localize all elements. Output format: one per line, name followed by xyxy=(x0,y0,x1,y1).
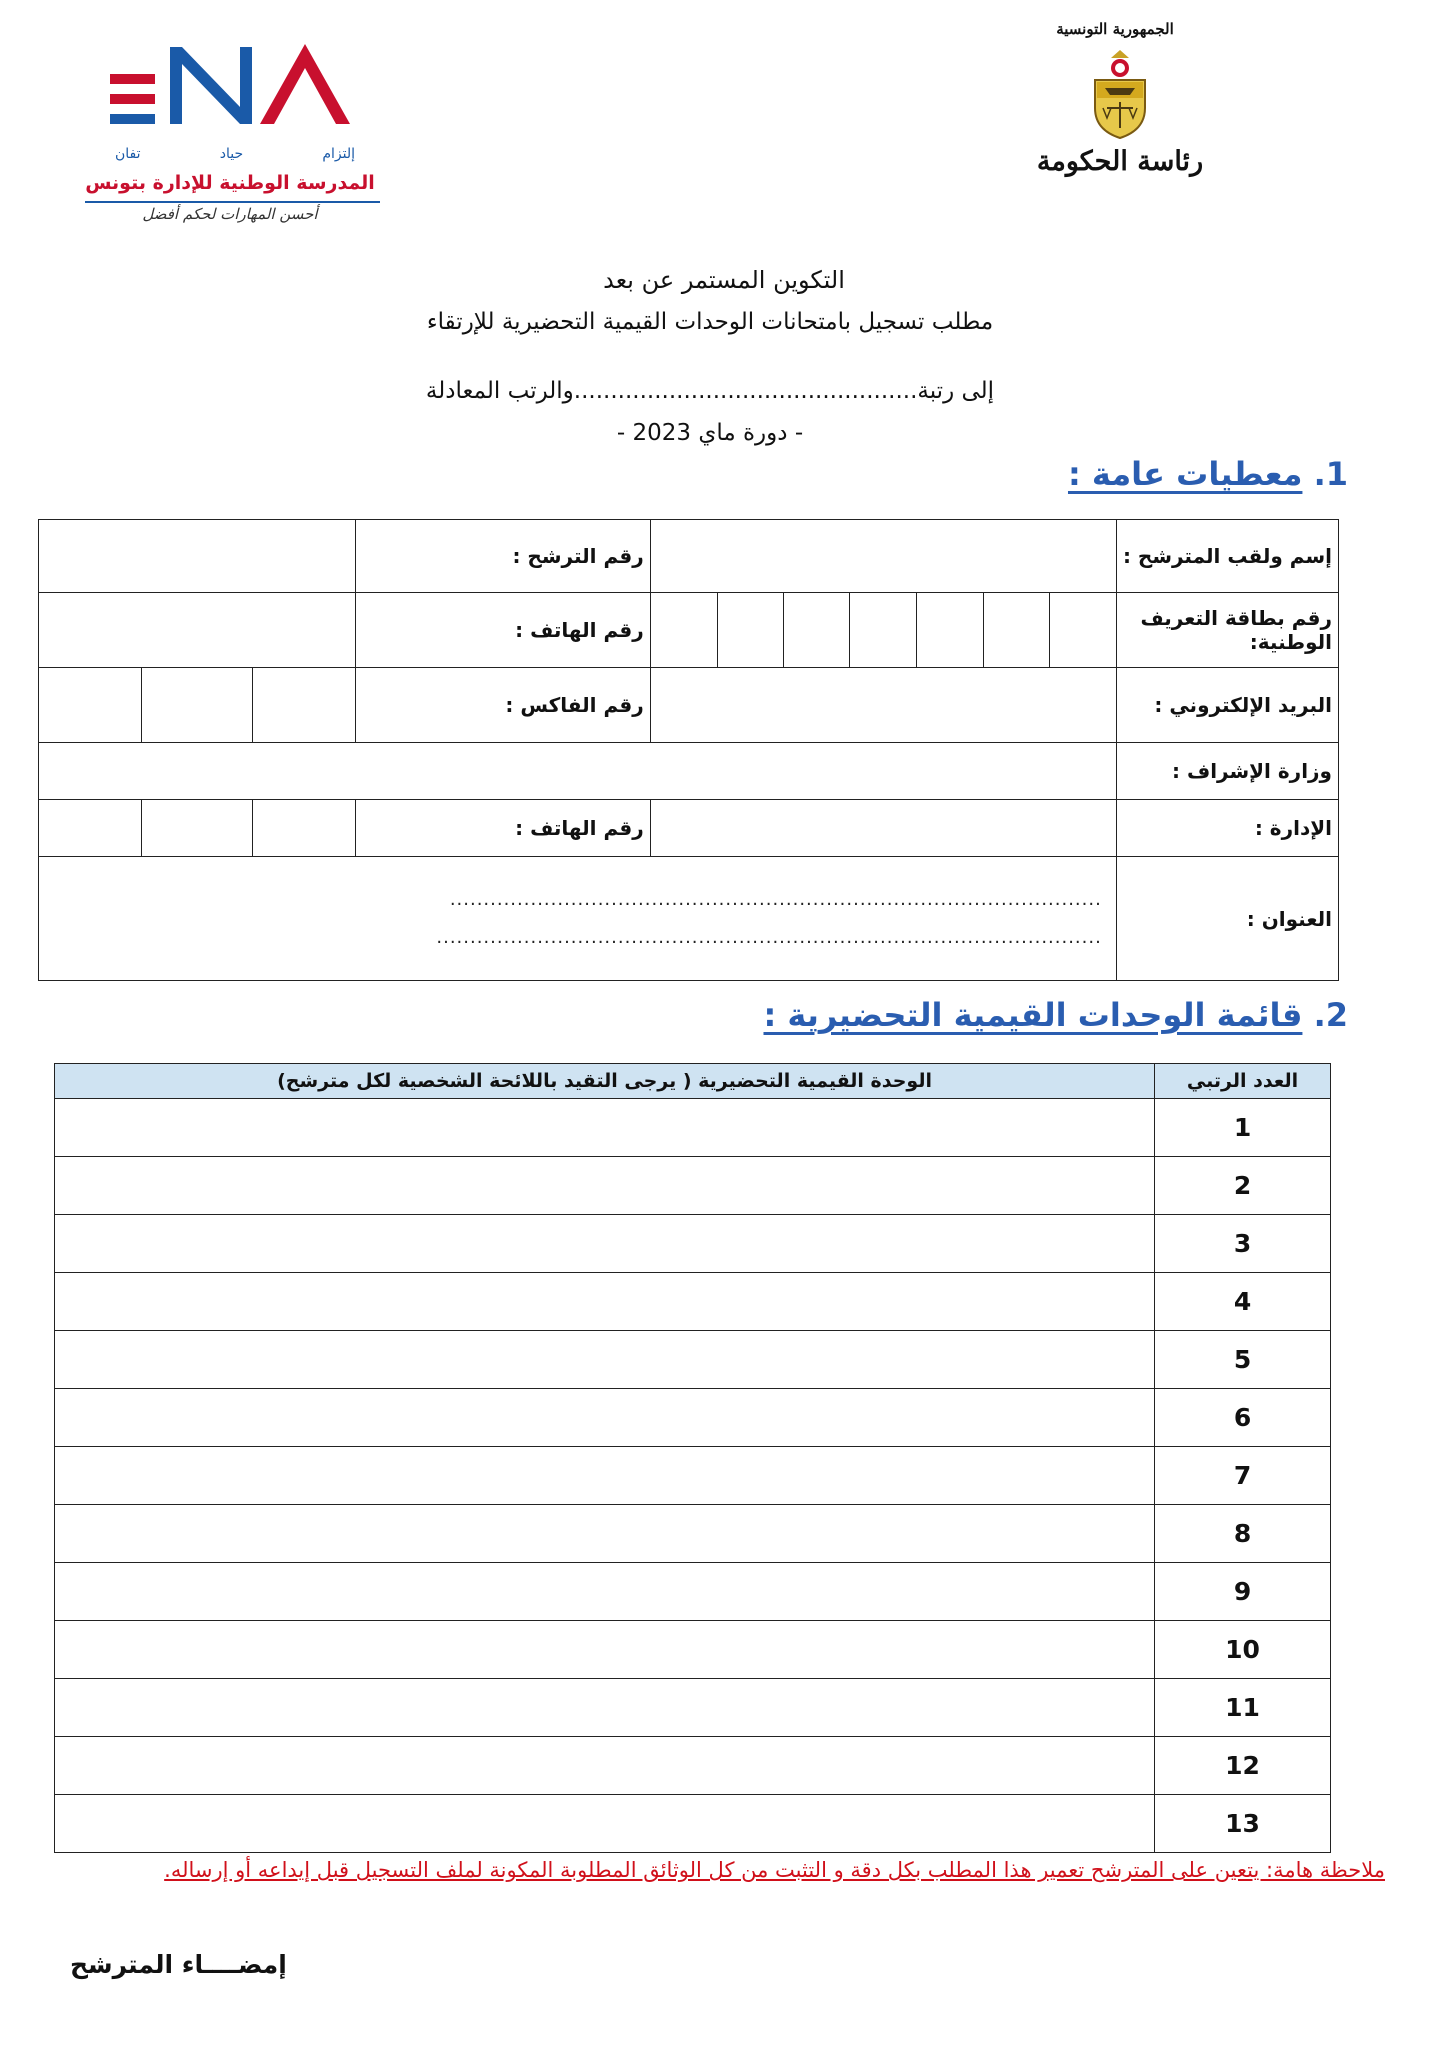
ena-logo xyxy=(100,42,370,142)
phone2-digit-cell[interactable] xyxy=(141,800,252,857)
id-digit-cell[interactable] xyxy=(1049,593,1116,668)
table-row xyxy=(55,1273,1331,1331)
address-dots-line-2: ................................................................................................... xyxy=(436,926,1102,948)
ena-value-1: تفان xyxy=(115,146,141,162)
section-2-heading xyxy=(763,996,1348,1034)
row-number: 1 xyxy=(1155,1099,1331,1157)
table-row xyxy=(55,1389,1331,1447)
name-value[interactable] xyxy=(650,520,1116,593)
candidate-no-label: رقم الترشح : xyxy=(356,520,650,593)
row-number: 2 xyxy=(1155,1157,1331,1215)
unit-cell[interactable] xyxy=(55,1215,1155,1273)
row-number: 4 xyxy=(1155,1273,1331,1331)
id-digit-cell[interactable] xyxy=(783,593,849,668)
table-row xyxy=(55,1215,1331,1273)
ministry-label: وزارة الإشراف : xyxy=(1116,743,1338,800)
important-note: ملاحظة هامة: يتعين على المترشح تعمير هذا المطلب بكل دقة و التثبت من كل الوثائق المطلوبة المكونة لملف التسجيل قبل إيداعه أو إرساله. xyxy=(164,1858,1385,1882)
table-row xyxy=(55,1505,1331,1563)
unit-cell[interactable] xyxy=(55,1273,1155,1331)
id-digit-cell[interactable] xyxy=(916,593,983,668)
unit-cell[interactable] xyxy=(55,1099,1155,1157)
row-number: 13 xyxy=(1155,1795,1331,1853)
id-digit-cell[interactable] xyxy=(983,593,1049,668)
table-row xyxy=(55,1795,1331,1853)
title-line-4: - دورة ماي 2023 - xyxy=(616,420,804,446)
address-dots-line-1: ................................................................................................. xyxy=(449,888,1102,910)
phone2-digit-cell[interactable] xyxy=(252,800,356,857)
unit-cell[interactable] xyxy=(55,1447,1155,1505)
candidate-signature-label: إمضــــاء المترشح xyxy=(70,1950,287,1979)
unit-cell[interactable] xyxy=(55,1389,1155,1447)
unit-cell[interactable] xyxy=(55,1795,1155,1853)
title-line-1: التكوين المستمر عن بعد xyxy=(603,266,845,294)
unit-cell[interactable] xyxy=(55,1679,1155,1737)
row-number: 6 xyxy=(1155,1389,1331,1447)
ena-divider xyxy=(85,201,380,203)
row-number: 10 xyxy=(1155,1621,1331,1679)
unit-cell[interactable] xyxy=(55,1563,1155,1621)
section-2-title: قائمة الوحدات القيمية التحضيرية : xyxy=(763,996,1303,1034)
title-line-2: مطلب تسجيل بامتحانات الوحدات القيمية التحضيرية للإرتقاء xyxy=(426,309,994,335)
fax-digit-cell[interactable] xyxy=(39,668,142,743)
address-label: العنوان : xyxy=(1116,857,1338,981)
id-digit-cell[interactable] xyxy=(717,593,783,668)
row-number: 9 xyxy=(1155,1563,1331,1621)
unit-cell[interactable] xyxy=(55,1621,1155,1679)
unit-cell[interactable] xyxy=(55,1737,1155,1795)
unit-cell[interactable] xyxy=(55,1505,1155,1563)
id-digit-cell[interactable] xyxy=(849,593,916,668)
email-value[interactable] xyxy=(650,668,1116,743)
ena-value-2: حياد xyxy=(219,146,244,162)
table-row xyxy=(55,1331,1331,1389)
table-row xyxy=(55,1099,1331,1157)
id-digit-cell[interactable] xyxy=(650,593,717,668)
tunisia-emblem-icon xyxy=(1085,48,1155,140)
units-table xyxy=(54,1063,1331,1853)
ena-values xyxy=(115,146,355,162)
ena-school-name: المدرسة الوطنية للإدارة بتونس xyxy=(85,172,375,194)
table-row xyxy=(55,1679,1331,1737)
ena-value-3: إلتزام xyxy=(322,146,355,162)
table-row xyxy=(55,1621,1331,1679)
phone2-digit-cell[interactable] xyxy=(39,800,142,857)
administration-label: الإدارة : xyxy=(1116,800,1338,857)
unit-cell[interactable] xyxy=(55,1157,1155,1215)
row-number: 11 xyxy=(1155,1679,1331,1737)
address-value[interactable] xyxy=(39,857,1117,981)
administration-value[interactable] xyxy=(650,800,1116,857)
section-1-heading xyxy=(1068,455,1348,493)
table-row xyxy=(55,1563,1331,1621)
candidate-no-value[interactable] xyxy=(39,520,356,593)
fax-label: رقم الفاكس : xyxy=(356,668,650,743)
section-1-title: معطيات عامة : xyxy=(1067,455,1303,493)
phone-label: رقم الهاتف : xyxy=(356,593,650,668)
row-number: 3 xyxy=(1155,1215,1331,1273)
general-info-table xyxy=(38,519,1339,981)
table-row xyxy=(55,1737,1331,1795)
table-row xyxy=(55,1157,1331,1215)
email-label: البريد الإلكتروني : xyxy=(1116,668,1338,743)
presidency-title: رئاسة الحكومة xyxy=(1036,146,1204,177)
phone-value[interactable] xyxy=(39,593,356,668)
number-column-header: العدد الرتبي xyxy=(1155,1064,1331,1099)
unit-cell[interactable] xyxy=(55,1331,1155,1389)
row-number: 7 xyxy=(1155,1447,1331,1505)
row-number: 8 xyxy=(1155,1505,1331,1563)
id-card-label: رقم بطاقة التعريف الوطنية: xyxy=(1116,593,1338,668)
republic-label: الجمهورية التونسية xyxy=(1056,20,1174,38)
section-2-number: 2. xyxy=(1313,996,1348,1034)
ena-slogan: أحسن المهارات لحكم أفضل xyxy=(142,205,318,223)
unit-column-header: الوحدة القيمية التحضيرية ( يرجى التقيد باللائحة الشخصية لكل مترشح) xyxy=(55,1064,1155,1099)
ministry-value[interactable] xyxy=(39,743,1117,800)
name-label: إسم ولقب المترشح : xyxy=(1116,520,1338,593)
table-row xyxy=(55,1447,1331,1505)
fax-digit-cell[interactable] xyxy=(141,668,252,743)
phone2-label: رقم الهاتف : xyxy=(356,800,650,857)
title-line-3: إلى رتبة...............................................والرتب المعادلة xyxy=(425,378,995,404)
fax-digit-cell[interactable] xyxy=(252,668,356,743)
section-1-number: 1. xyxy=(1313,455,1348,493)
row-number: 5 xyxy=(1155,1331,1331,1389)
row-number: 12 xyxy=(1155,1737,1331,1795)
